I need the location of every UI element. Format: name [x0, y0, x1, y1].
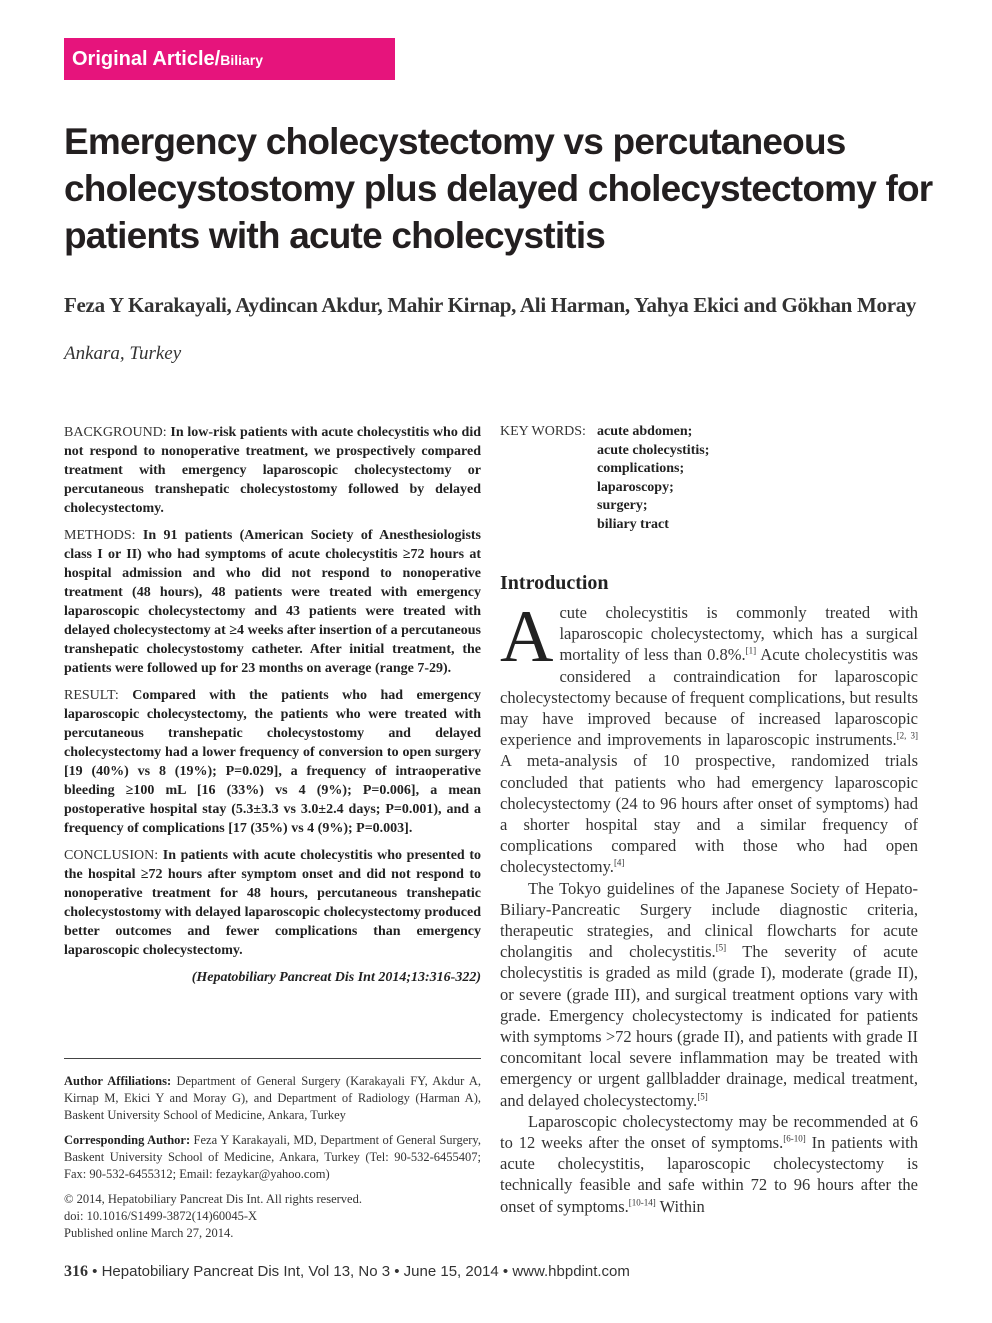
footnote-divider	[64, 1058, 481, 1059]
keyword-list	[597, 423, 709, 534]
keywords-label: KEY WORDS:	[500, 424, 586, 439]
intro-text: In patients with acute cholecystitis, laparoscopic cholecystectomy is technically feasible and safe within 72 to 96 hours after the onset of symptoms.	[500, 1133, 918, 1216]
subsection-label: Biliary	[220, 52, 264, 68]
background-label: BACKGROUND:	[64, 425, 167, 440]
author-notes	[64, 1073, 481, 1242]
abstract-result	[64, 686, 481, 838]
footer-journal-info: • Hepatobiliary Pancreat Dis Int, Vol 13, No 3 • June 15, 2014 • www.hbpdint.com	[92, 1263, 630, 1280]
intro-text: cute cholecystitis is commonly treated with laparoscopic cholecystectomy, which has a surgical mortality of less than 0.8%.	[559, 603, 918, 665]
keyword-item: biliary tract	[597, 516, 669, 532]
intro-text: The severity of acute cholecystitis is graded as mild (grade I), moderate (grade II), or severe (grade III), and surgical treatment options vary with grade. Emergency cholecystectomy is indicated for patients with symptoms >72 hours (grade II), and patients with grade II concomitant local severe inflammation may be treated with emergency or urgent gallbladder drainage, medical treatment, and delayed cholecystectomy.	[500, 942, 918, 1110]
intro-paragraph-3	[500, 1111, 918, 1217]
conclusion-text: In patients with acute cholecystitis who presented to the hospital ≥72 hours after symptom onset and did not respond to nonoperative treatment for 48 hours, percutaneous transhepatic cholecystostomy with delayed laparoscopic cholecystectomy produced better outcomes and fewer complications than emergency laparoscopic cholecystectomy.	[64, 848, 481, 958]
reference[interactable]: [4]	[613, 857, 625, 868]
result-label: RESULT:	[64, 688, 119, 703]
abstract	[64, 423, 481, 987]
methods-label: METHODS:	[64, 528, 136, 543]
article-title: Emergency cholecystectomy vs percutaneous cholecystostomy plus delayed cholecystectomy for patients with acute cholecystitis	[64, 121, 933, 256]
doi: doi: 10.1016/S1499-3872(14)60045-X	[64, 1209, 258, 1223]
reference[interactable]: [10-14]	[628, 1197, 656, 1208]
affiliations-text: Department of General Surgery (Karakayali FY, Akdur A, Kirnap M, Ekici Y and Moray G), and Department of Radiology (Harman A), Baskent University School of Medicine, Ankara, Turkey	[64, 1074, 481, 1122]
background-text: In low-risk patients with acute cholecystitis who did not respond to nonoperative treatment, we prospectively compared treatment with emergency laparoscopic cholecystectomy or percutaneous transhepatic cholecystostomy followed by delayed cholecystectomy.	[64, 425, 481, 516]
page-footer	[64, 1263, 630, 1281]
intro-text: Laparoscopic cholecystectomy may be recommended at 6 to 12 weeks after the onset of symptoms.	[500, 1111, 918, 1153]
abstract-conclusion	[64, 846, 481, 960]
intro-text: The Tokyo guidelines of the Japanese Society of Hepato-Biliary-Pancreatic Surgery include diagnostic criteria, therapeutic strategies, and clinical flowcharts for acute cholangitis and cholecystitis.	[500, 878, 918, 962]
intro-text: Within	[655, 1196, 705, 1216]
intro-text: Acute cholecystitis was considered a contraindication for laparoscopic cholecystectomy because of frequent complications, but results may have improved because of increased laparoscopic experience and improvements in laparoscopic instruments.	[500, 645, 918, 750]
keyword-item: laparoscopy;	[597, 479, 674, 495]
abstract-background	[64, 423, 481, 518]
intro-text: A meta-analysis of 10 prospective, randomized trials concluded that patients who had emergency laparoscopic cholecystectomy (24 to 96 hours after onset of symptoms) had a shorter hospital stay and a similar frequency of complications compared with those who had open cholecystectomy.	[500, 751, 918, 877]
affiliations-label: Author Affiliations:	[64, 1074, 172, 1088]
journal-citation: (Hepatobiliary Pancreat Dis Int 2014;13:316-322)	[191, 970, 481, 985]
copyright: © 2014, Hepatobiliary Pancreat Dis Int. All rights reserved.	[64, 1192, 362, 1206]
drop-cap: A	[500, 596, 554, 678]
reference[interactable]: [6-10]	[783, 1133, 806, 1144]
keyword-item: acute abdomen;	[597, 424, 693, 439]
corresponding-label: Corresponding Author:	[64, 1133, 191, 1147]
conclusion-label: CONCLUSION:	[64, 848, 159, 863]
page-number: 316	[64, 1263, 88, 1280]
keyword-item: surgery;	[597, 498, 648, 513]
corresponding-author	[64, 1132, 481, 1183]
keyword-item: complications;	[597, 461, 685, 476]
section-label: Original Article	[72, 48, 215, 70]
introduction-heading: Introduction	[500, 572, 609, 594]
section-separator: /	[214, 48, 221, 70]
reference[interactable]: [2, 3]	[896, 730, 918, 741]
published-date: Published online March 27, 2014.	[64, 1226, 234, 1240]
intro-paragraph-1	[500, 596, 918, 878]
keyword-item: acute cholecystitis;	[597, 442, 710, 458]
result-text: Compared with the patients who had emergency laparoscopic cholecystectomy, the patients who were treated with percutaneous transhepatic cholecystostomy and delayed cholecystectomy had a lower frequency of conversion to open surgery [19 (40%) vs 8 (19%); P=0.029], a frequency of intraoperative bleeding ≥100 mL [16 (33%) vs 4 (9%); P=0.006], a mean postoperative hospital stay (5.3±3.3 vs 3.0±2.4 days; P=0.001), and a frequency of complications [17 (35%) vs 4 (9%); P=0.003].	[64, 688, 481, 836]
corresponding-text: Feza Y Karakayali, MD, Department of General Surgery, Baskent University School of Medicine, Ankara, Turkey (Tel: 90-532-6455407; Fax: 90-532-6455312; Email: fezaykar@yahoo.com)	[64, 1133, 481, 1181]
methods-text: In 91 patients (American Society of Anesthesiologists class I or II) who had symptoms of acute cholecystitis ≥72 hours at hospital admission and who did not respond to nonoperative treatment (48 hours), 48 patients were treated with emergency laparoscopic cholecystectomy and 43 patients were treated with delayed cholecystectomy at ≥4 weeks after insertion of a percutaneous transhepatic cholecystostomy catheter. After initial treatment, the patients were followed up for 23 months on average (range 7-29).	[64, 528, 481, 676]
affiliations	[64, 1073, 481, 1124]
article-type-tag	[64, 38, 395, 80]
intro-paragraph-2	[500, 878, 918, 1111]
reference[interactable]: [1]	[745, 645, 757, 656]
reference[interactable]: [5]	[715, 942, 727, 953]
author-location: Ankara, Turkey	[64, 343, 182, 364]
introduction-body	[500, 596, 918, 1217]
abstract-methods	[64, 526, 481, 678]
reference[interactable]: [5]	[697, 1091, 708, 1102]
author-list: Feza Y Karakayali, Aydincan Akdur, Mahir Kirnap, Ali Harman, Yahya Ekici and Gökhan Moray	[64, 293, 917, 317]
